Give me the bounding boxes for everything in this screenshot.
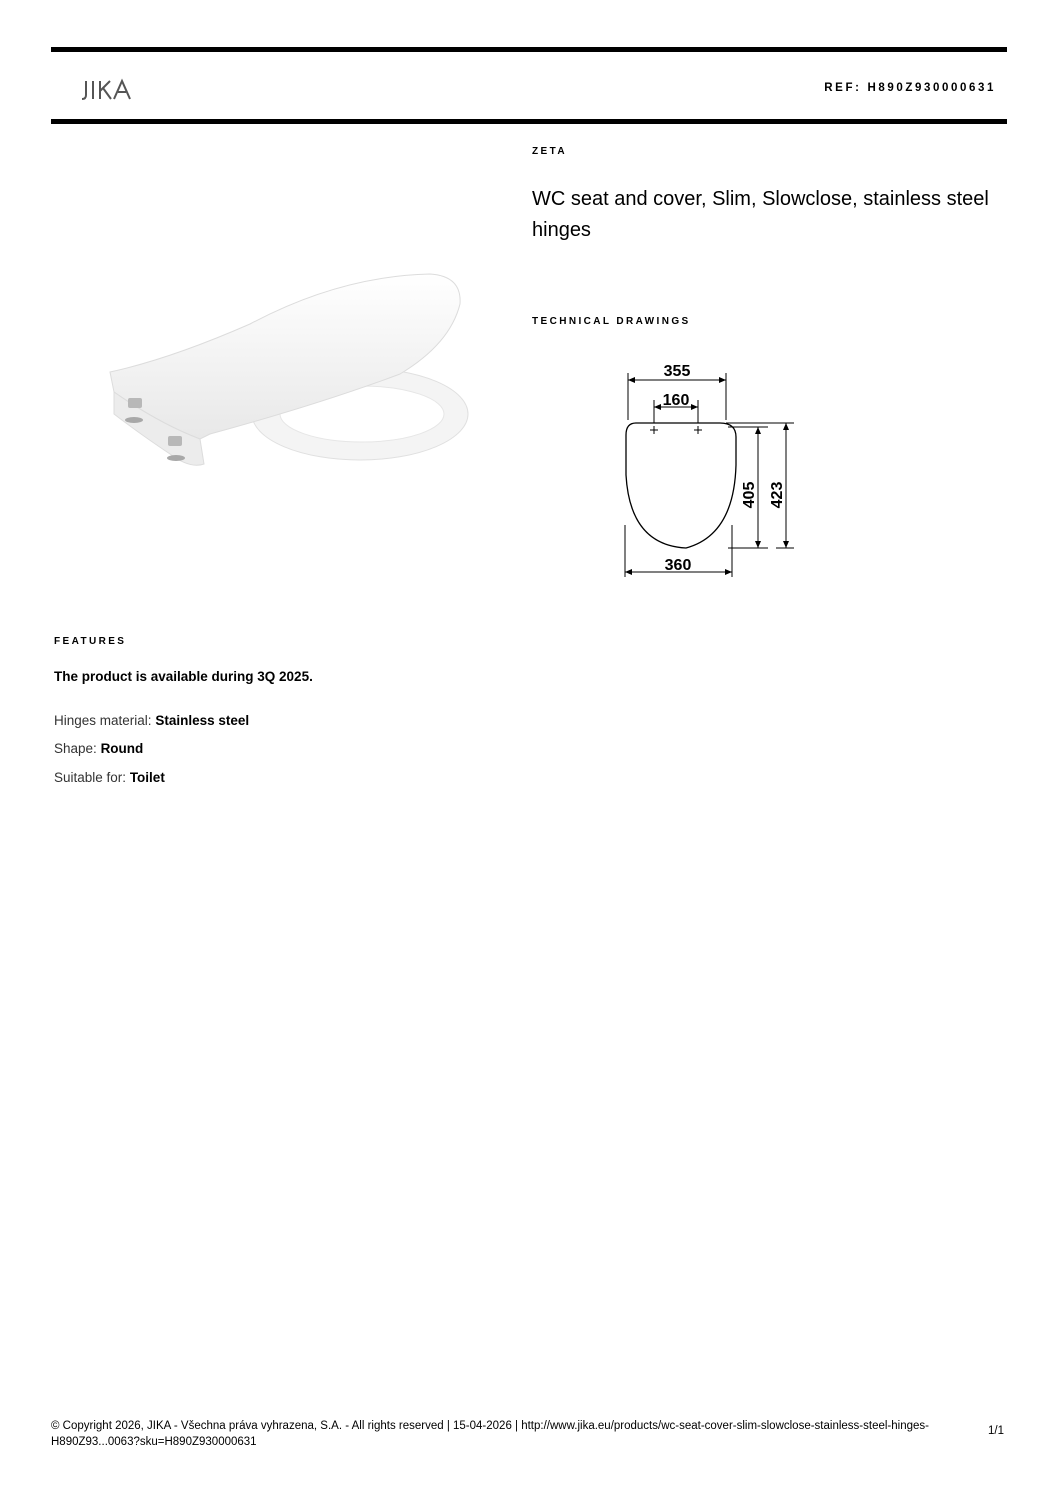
attribute-shape — [54, 741, 143, 756]
ref-label: REF: — [824, 82, 862, 94]
attribute-value: Toilet — [129, 770, 165, 785]
dim-top-width: 355 — [663, 363, 691, 380]
ref-value: H890Z930000631 — [867, 82, 996, 94]
dim-inner-height: 405 — [741, 481, 758, 509]
features-heading: FEATURES — [54, 636, 127, 647]
attribute-value: Stainless steel — [155, 713, 250, 728]
attribute-key: Shape: — [54, 741, 97, 756]
header-bottom-rule — [51, 119, 1007, 124]
dim-outer-height: 423 — [769, 481, 786, 509]
jika-logo — [80, 78, 142, 102]
attribute-suitable-for — [54, 770, 165, 785]
technical-drawings-heading: TECHNICAL DRAWINGS — [532, 316, 691, 327]
product-series: ZETA — [532, 146, 567, 157]
dim-hinge-spacing: 160 — [662, 392, 690, 409]
attribute-key: Hinges material: — [54, 713, 152, 728]
technical-drawing — [616, 355, 806, 580]
product-reference — [824, 82, 996, 94]
attribute-key: Suitable for: — [54, 770, 127, 785]
attribute-value: Round — [100, 741, 144, 756]
dim-bottom-width: 360 — [664, 557, 692, 574]
attribute-hinges-material — [54, 713, 249, 728]
footer-copyright: © Copyright 2026, JIKA - Všechna práva vyhrazena, S.A. - All rights reserved | 15-04-2026 | http://www.jika.eu/products/wc-seat-cover-slim-slowclose-stainless-steel-hinges-H890Z93...0063?sku=H890Z930000631 — [51, 1420, 929, 1448]
availability-note: The product is available during 3Q 2025. — [54, 669, 313, 684]
page-number: 1/1 — [988, 1425, 1004, 1437]
product-title: WC seat and cover, Slim, Slowclose, stainless steel hinges — [532, 188, 989, 241]
header-top-rule — [51, 47, 1007, 52]
toilet-seat-photo — [100, 264, 480, 474]
